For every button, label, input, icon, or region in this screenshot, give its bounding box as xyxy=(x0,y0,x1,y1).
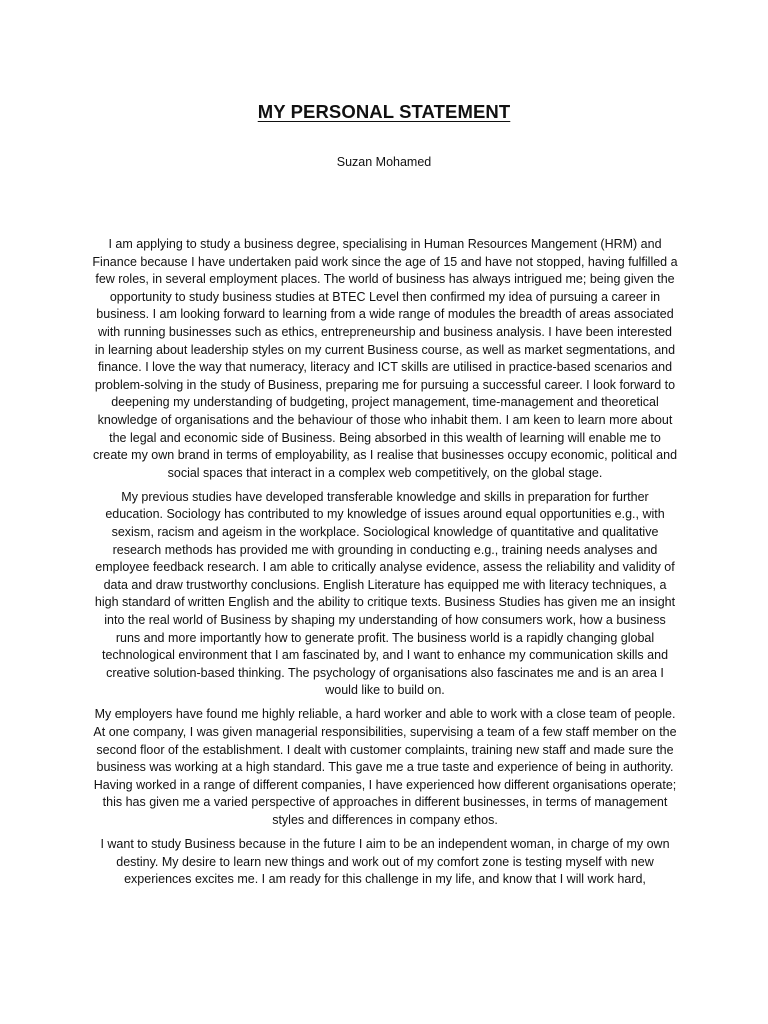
paragraph-1: I am applying to study a business degree, specialising in Human Resources Mangement (HRM) and Finance because I have undertaken paid work since the age of 15 and have not stopped, having fulfilled a few roles, in several employment places. The world of business has always intrigued me; being given the opportunity to study business studies at BTEC Level then confirmed my idea of pursuing a career in business. I am looking forward to learning from a wide range of modules the breadth of areas associated with running businesses such as ethics, entrepreneurship and business analysis. I have been interested in learning about leadership styles on my current Business course, as well as market segmentations, and finance. I love the way that numeracy, literacy and ICT skills are utilised in practice-based scenarios and problem-solving in the study of Business, preparing me for pursuing a successful career. I look forward to deepening my understanding of budgeting, project management, time-management and theoretical knowledge of organisations and the behaviour of those who inhabit them. I am keen to learn more about the legal and economic side of Business. Being absorbed in this wealth of learning will enable me to create my own brand in terms of employability, as I realise that businesses occupy economic, political and social spaces that interact in a complex web competitively, on the global stage. xyxy=(92,237,678,480)
page-title: MY PERSONAL STATEMENT xyxy=(257,101,511,122)
paragraph-3: My employers have found me highly reliable, a hard worker and able to work with a close team of people. At one company, I was given managerial responsibilities, supervising a team of a few staff member on the second floor of the establishment. I dealt with customer complaints, training new staff and made sure the business was working at a high standard. This gave me a true taste and experience of being in authority. Having worked in a range of different companies, I have experienced how different organisations operate; this has given me a varied perspective of approaches in different businesses, in terms of management styles and differences in company ethos. xyxy=(93,707,677,827)
statement-body xyxy=(92,236,678,895)
paragraph-2: My previous studies have developed transferable knowledge and skills in preparation for further education. Sociology has contributed to my knowledge of issues around equal opportunities e.g., with sexism, racism and ageism in the workplace. Sociological knowledge of quantitative and qualitative research methods has provided me with grounding in conducting e.g., training needs analyses and employee feedback research. I am able to critically analyse evidence, assess the reliability and validity of data and draw trustworthy conclusions. English Literature has equipped me with literacy techniques, a high standard of written English and the ability to critique texts. Business Studies has given me an insight into the real world of Business by shaping my understanding of how consumers work, how a business runs and more importantly how to generate profit. The business world is a rapidly changing global technological environment that I am fascinated by, and I want to enhance my communication skills and creative solution-based thinking. The psychology of organisations also fascinates me and is an area I would like to build on. xyxy=(94,489,676,698)
paragraph-4: I want to study Business because in the future I aim to be an independent woman, in charge of my own destiny. My desire to learn new things and work out of my comfort zone is testing myself with new experiences excites me. I am ready for this challenge in my life, and know that I will work hard, xyxy=(100,837,670,887)
author-name: Suzan Mohamed xyxy=(336,155,432,169)
